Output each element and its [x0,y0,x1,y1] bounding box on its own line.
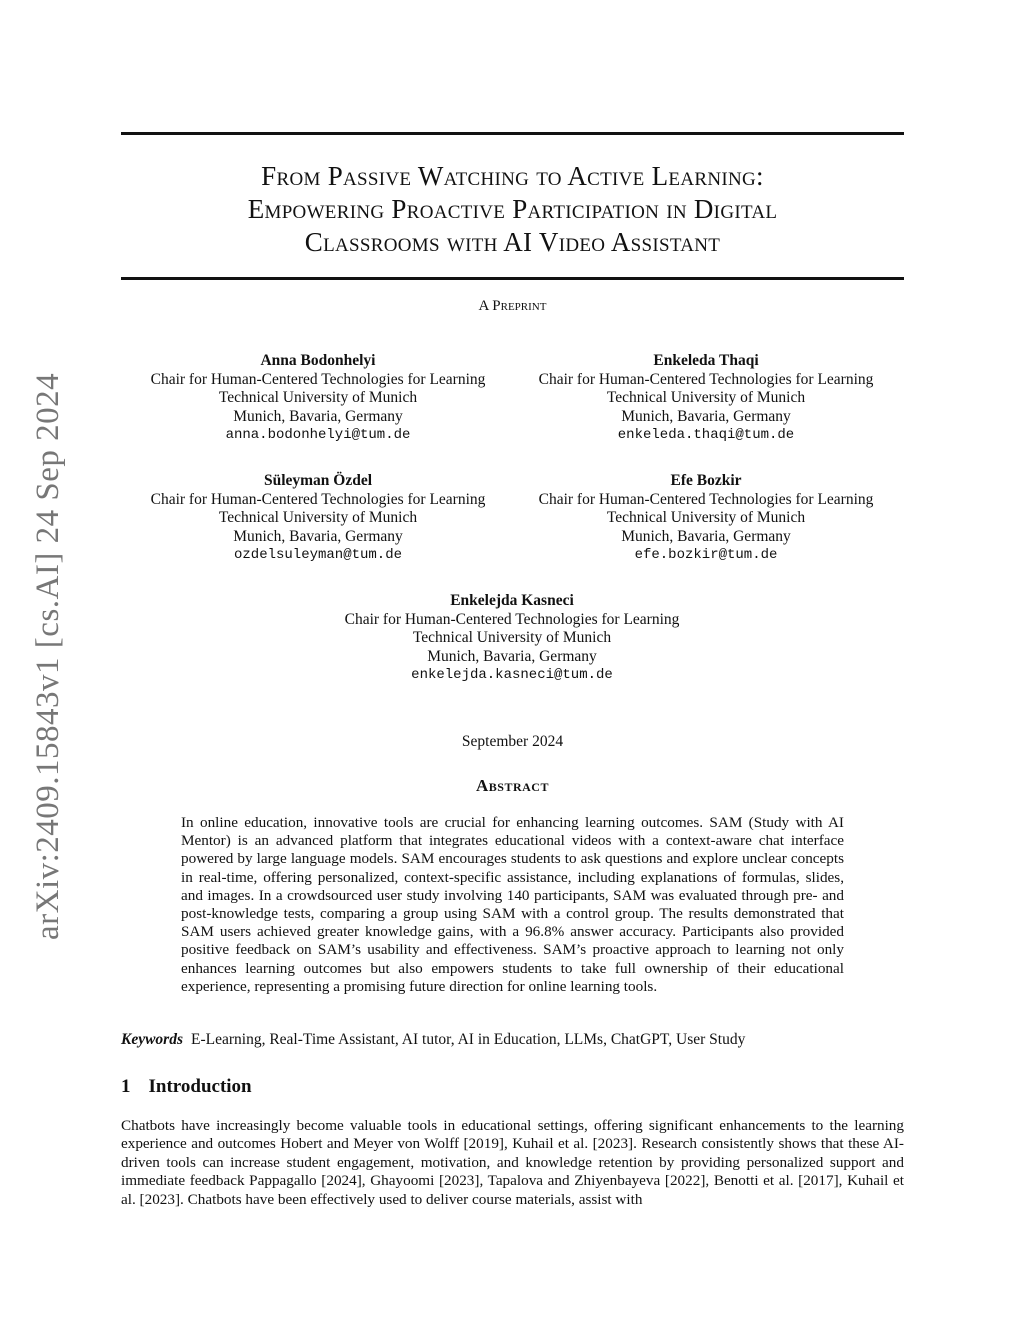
publication-date: September 2024 [461,733,564,750]
preprint-label: A Preprint [478,298,547,314]
author-location: Munich, Bavaria, Germany [621,407,791,425]
author-location: Munich, Bavaria, Germany [621,527,791,545]
author-name: Enkelejda Kasneci [450,592,574,609]
arxiv-identifier: arXiv:2409.15843v1 [cs.AI] 24 Sep 2024 [30,372,66,940]
author-location: Munich, Bavaria, Germany [233,527,403,545]
author-name: Anna Bodonhelyi [260,352,376,369]
title-rule-bottom [121,277,904,280]
title-line-2: Empowering Proactive Participation in Digital [247,194,778,224]
keywords-label: Keywords [121,1031,183,1048]
keywords-text: E-Learning, Real-Time Assistant, AI tutor, AI in Education, LLMs, ChatGPT, User Study [191,1031,746,1048]
author-name: Süleyman Özdel [263,472,373,489]
abstract-heading: Abstract [476,776,549,795]
author-email[interactable]: anna.bodonhelyi@tum.de [225,427,411,443]
section-title: Introduction [148,1076,252,1097]
author-block [312,592,712,685]
author-university: Technical University of Munich [412,629,612,646]
author-university: Technical University of Munich [606,389,806,406]
title-line-1: From Passive Watching to Active Learning: [261,161,764,191]
author-email[interactable]: enkeleda.thaqi@tum.de [617,427,795,443]
author-block [506,472,906,565]
keywords-line [121,1031,904,1049]
author-affiliation: Chair for Human-Centered Technologies for Learning [538,370,874,388]
paper-title [121,160,904,259]
author-university: Technical University of Munich [218,389,418,406]
title-line-3: Classrooms with AI Video Assistant [304,227,721,257]
author-block [506,352,906,445]
author-location: Munich, Bavaria, Germany [427,647,597,665]
author-affiliation: Chair for Human-Centered Technologies for Learning [538,490,874,508]
author-location: Munich, Bavaria, Germany [233,407,403,425]
title-rule-top [121,132,904,135]
author-affiliation: Chair for Human-Centered Technologies for Learning [150,490,486,508]
author-email[interactable]: ozdelsuleyman@tum.de [233,547,403,563]
author-university: Technical University of Munich [606,509,806,526]
author-university: Technical University of Munich [218,509,418,526]
author-email[interactable]: enkelejda.kasneci@tum.de [411,667,613,683]
author-email[interactable]: efe.bozkir@tum.de [634,547,778,563]
author-affiliation: Chair for Human-Centered Technologies for Learning [344,610,680,628]
author-affiliation: Chair for Human-Centered Technologies for Learning [150,370,486,388]
abstract-text: In online education, innovative tools are crucial for enhancing learning outcomes. SAM (Study with AI Mentor) is an advanced platform that integrates educational videos with a context-aware chat interface powered by large language models. SAM encourages students to ask questions and explore unclear concepts in real-time, offering personalized, context-specific assistance, including explanations of formulas, slides, and images. In a crowdsourced user study involving 140 participants, SAM was evaluated through pre- and post-knowledge tests, comparing a group using SAM with a control group. The results demonstrated that SAM users achieved greater knowledge gains, with a 96.8% answer accuracy. Participants also provided positive feedback on SAM’s usability and effectiveness. SAM’s proactive approach to learning not only enhances learning outcomes but also empowers students to take full ownership of their educational experience, representing a promising future direction for online learning tools. [181,814,844,995]
author-block [118,352,518,445]
author-name: Efe Bozkir [670,472,742,489]
section-number: 1 [121,1076,131,1097]
author-name: Enkeleda Thaqi [653,352,759,369]
section-heading [121,1076,252,1098]
section-body-text: Chatbots have increasingly become valuable tools in educational settings, offering significant enhancements to the learning experience and outcomes Hobert and Meyer von Wolff [2019], Kuhail et al. [2023]. Research consistently shows that these AI-driven tools can increase student engagement, motivation, and knowledge retention by providing personalized support and immediate feedback Pappagallo [2024], Ghayoomi [2023], Tapalova and Zhiyenbayeva [2022], Benotti et al. [2017], Kuhail et al. [2023]. Chatbots have been effectively used to deliver course materials, assist with [121,1117,904,1208]
author-block [118,472,518,565]
